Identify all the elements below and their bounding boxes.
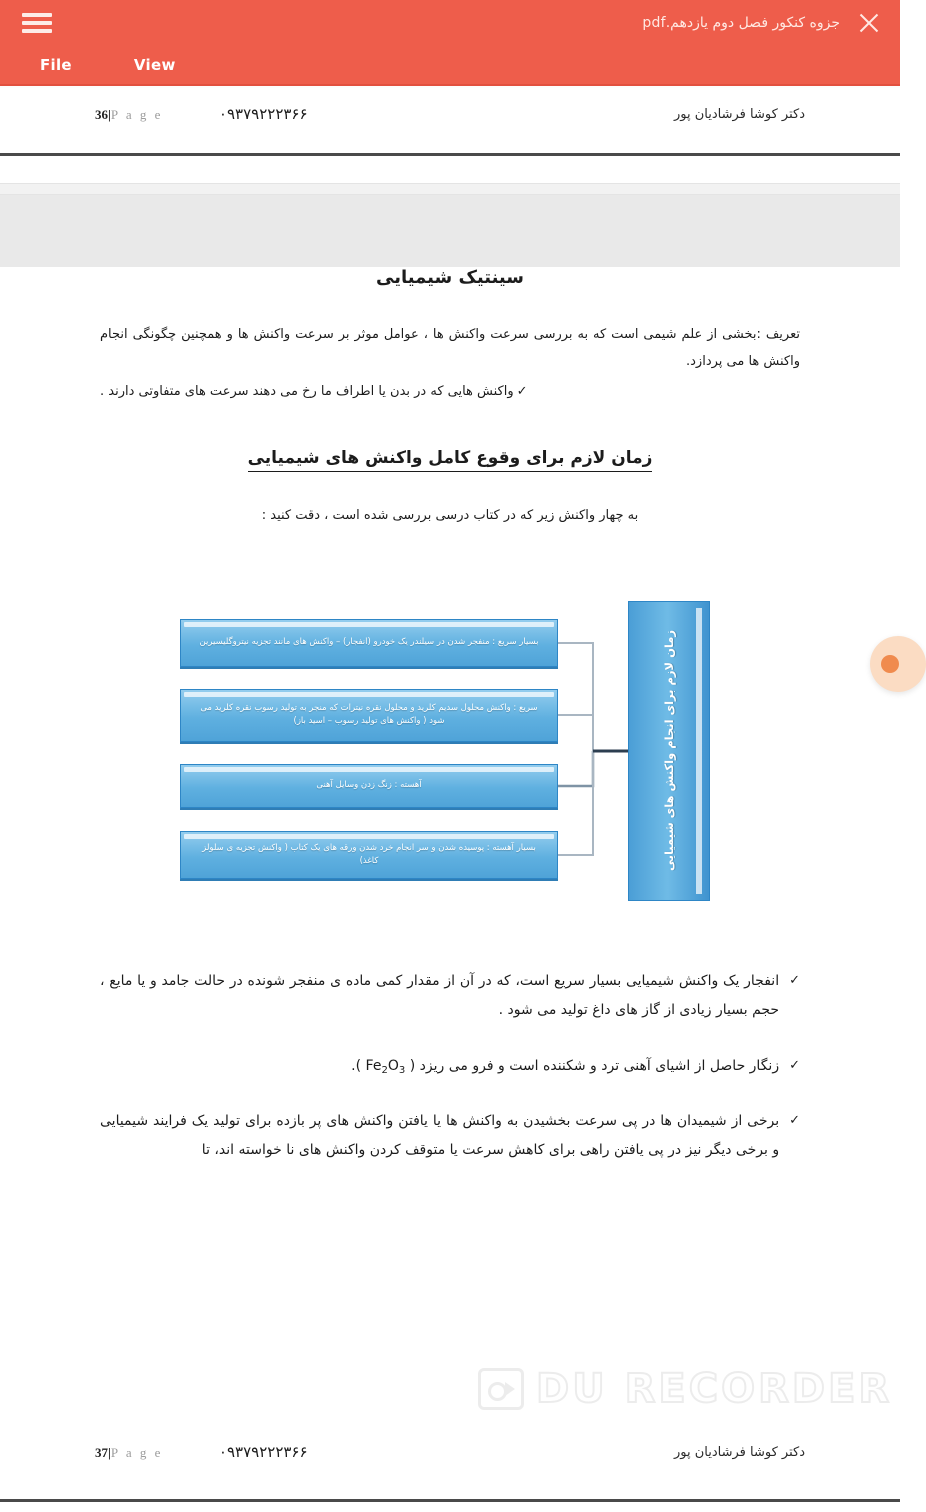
page-rule — [0, 1499, 900, 1502]
diagram-box-label: بسیار آهسته : پوسیده شدن و سر انجام خرد شدن ورقه های یک کتاب ( واکنش تجزیه ی سلولز کاغذ) — [202, 842, 536, 866]
section-heading — [100, 448, 800, 468]
document-title: جزوه کنکور فصل دوم یازدهم.pdf — [642, 15, 840, 31]
page-title: سینتیک شیمیایی — [376, 267, 524, 288]
checkmark-icon: ✓ — [516, 384, 528, 400]
list-item-text — [100, 1052, 779, 1081]
page-footer-37 — [0, 1426, 900, 1478]
page-header-left-group — [95, 105, 308, 123]
diagram-box-label: آهسته : زنگ زدن وسایل آهنی — [316, 780, 422, 791]
floating-action-dot-icon — [881, 655, 899, 673]
diagram-trunk-node — [628, 601, 710, 901]
formula-element-fe: Fe — [365, 1057, 382, 1074]
list-item — [100, 967, 800, 1026]
hamburger-bar — [22, 13, 52, 17]
page-number-word: P a g e — [110, 1445, 163, 1460]
contact-phone: ۰۹۳۷۹۲۲۲۳۶۶ — [218, 105, 308, 123]
list-item — [100, 1052, 800, 1081]
list-item-text-before: زنگار حاصل از اشیای آهنی ترد و شکننده است و فرو می ریزد ( — [405, 1057, 780, 1074]
bullet-list — [100, 967, 800, 1166]
page-rule — [0, 153, 900, 156]
page-header-36 — [0, 88, 900, 140]
page-number-value: 37 — [95, 1445, 108, 1460]
page-number-indicator — [95, 1445, 163, 1461]
document-viewport[interactable] — [0, 88, 900, 1461]
diagram-box-very-slow — [180, 831, 558, 879]
formula-element-o: O — [387, 1057, 399, 1074]
menu-item-view[interactable]: View — [133, 56, 176, 74]
chemical-formula — [366, 1058, 406, 1074]
page-number-separator: | — [108, 1445, 111, 1460]
section-heading-text: زمان لازم برای وقوع کامل واکنش های شیمیایی — [248, 448, 653, 472]
lead-text: به چهار واکنش زیر که در کتاب درسی بررسی شده است ، دقت کنید : — [261, 507, 639, 523]
page-number-value: 36 — [95, 107, 108, 122]
close-icon[interactable] — [856, 10, 882, 36]
diagram-box-slow — [180, 764, 558, 808]
contact-phone: ۰۹۳۷۹۲۲۲۳۶۶ — [218, 1443, 308, 1461]
pdf-page-37 — [0, 267, 900, 1512]
menu-item-file[interactable]: File — [40, 56, 72, 74]
floating-action-button[interactable] — [870, 636, 926, 692]
checkmark-icon: ✓ — [789, 972, 800, 988]
app-bar-right-group — [642, 10, 882, 36]
checkmark-icon: ✓ — [789, 1113, 800, 1129]
checkmark-icon: ✓ — [789, 1057, 800, 1073]
page-number-separator: | — [108, 107, 111, 122]
diagram-box-column — [180, 601, 558, 901]
page-separator-gap — [0, 183, 900, 195]
check-note-row — [100, 379, 800, 406]
diagram-box-very-fast — [180, 619, 558, 667]
list-item-text-after: ). — [351, 1057, 366, 1074]
list-item-text: برخی از شیمیدان ها در پی سرعت بخشیدن به واکنش ها یا یافتن واکنش های پر بازده برای تولید یک فرایند شیمیایی و برخی دیگر نیز در پی یافتن راهی برای کاهش سرعت یا متوقف کردن واکنش های نا خواسته اند، تا — [100, 1113, 780, 1159]
check-note-text: واکنش هایی که در بدن یا اطراف ما رخ می دهند سرعت های متفاوتی دارند . — [100, 384, 514, 400]
hamburger-bar — [22, 21, 52, 25]
definition-paragraph: تعریف :بخشی از علم شیمی است که به بررسی سرعت واکنش ها ، عوامل موثر بر سرعت واکنش ها و همچنین چگونگی انجام واکنش ها می پردازد. — [100, 327, 800, 369]
diagram-box-label: بسیار سریع : منفجر شدن در سیلندر یک خودرو (انفجار) – واکنش های مانند تجزیه نیتروگلیسیرین — [199, 637, 539, 648]
formula-subscript-3: 3 — [398, 1064, 406, 1076]
diagram-trunk-label: زمان لازم برای انجام واکنش های شیمیایی — [662, 630, 676, 872]
author-name: دکتر کوشا فرشادیان پور — [674, 106, 805, 122]
formula-subscript-2: 2 — [381, 1064, 388, 1076]
app-bar — [0, 0, 900, 46]
diagram-box-label: سریع : واکنش محلول سدیم کلرید و محلول نقره نیترات که منجر به تولید رسوب نقره کلرید می شود ( واکنش های تولید رسوب – اسید باز) — [200, 703, 538, 727]
list-item — [100, 1107, 800, 1166]
author-name: دکتر کوشا فرشادیان پور — [674, 1444, 805, 1460]
page-footer-left-group — [95, 1443, 308, 1461]
pdf-page-36 — [0, 88, 900, 183]
document-content — [0, 267, 900, 1166]
hamburger-bar — [22, 29, 52, 33]
smartart-diagram — [180, 601, 720, 911]
page-number-indicator — [95, 107, 163, 123]
menu-bar — [0, 46, 900, 86]
page-number-word: P a g e — [110, 107, 163, 122]
list-item-text: انفجار یک واکنش شیمیایی بسیار سریع است، که در آن از مقدار کمی ماده ی منفجر شونده در حالت جامد و یا مایع ، حجم بسیار زیادی از گاز های داغ تولید می شود . — [100, 972, 780, 1019]
diagram-box-fast — [180, 689, 558, 742]
hamburger-icon[interactable] — [22, 12, 52, 34]
